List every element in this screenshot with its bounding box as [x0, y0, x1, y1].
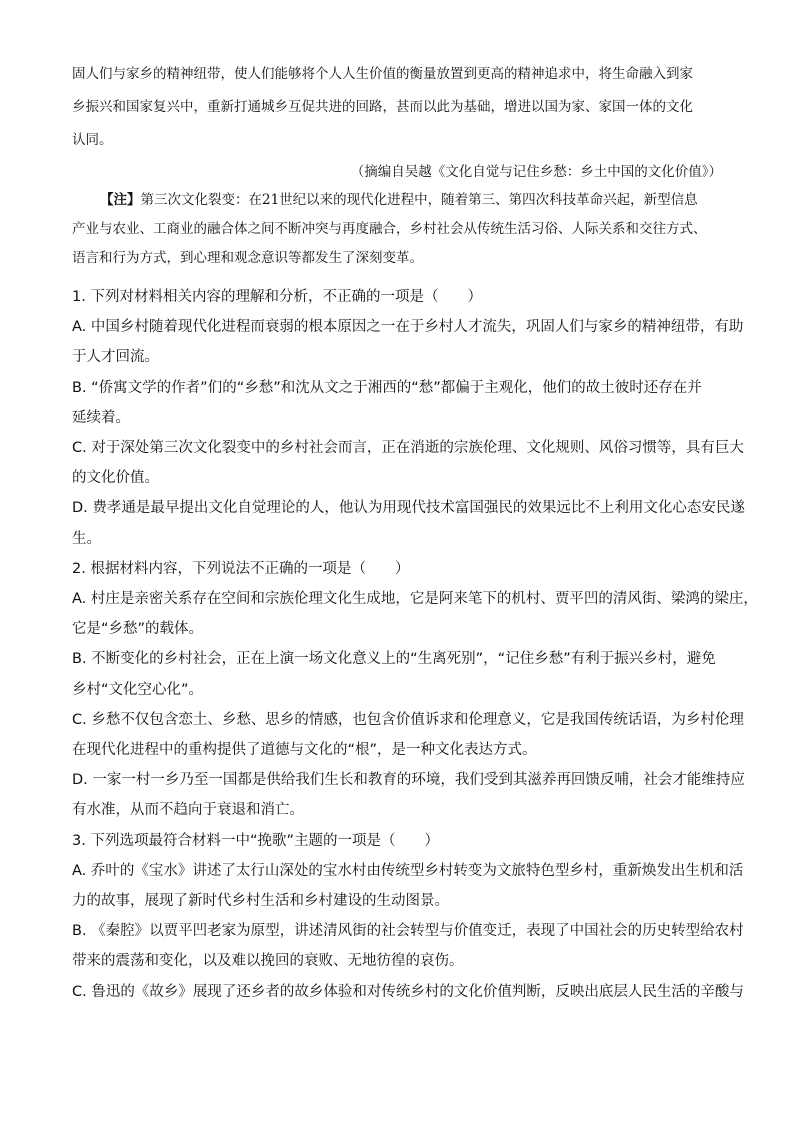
note-line: 语言和行为方式，到心理和观念意识等都发生了深刻变革。	[72, 250, 423, 266]
note-line	[72, 186, 732, 215]
note-text: 第三次文化裂变：在21世纪以来的现代化进程中，随着第三、第四次科技革命兴起，新型信息	[140, 192, 698, 208]
option-a[interactable]: A. 村庄是亲密关系存在空间和宗族伦理文化生成地，它是阿来笔下的机村、贾平凹的清风街、梁鸿的梁庄， 它是“乡愁”的载体。	[72, 591, 758, 638]
question-stem: 1. 下列对材料相关内容的理解和分析，不正确的一项是（ ）	[72, 289, 482, 305]
question-1	[72, 282, 745, 554]
option-c[interactable]: C. 乡愁不仅包含恋土、乡愁、思乡的情感，也包含价值诉求和伦理意义，它是我国传统话语，为乡村伦理 在现代化进程中的重构提供了道德与文化的“根”，是一种文化表达方式。	[72, 711, 744, 759]
option-b[interactable]: B. 不断变化的乡村社会，正在上演一场文化意义上的“生离死别”，“记住乡愁”有利于振兴乡村，避免 乡村“文化空心化”。	[72, 651, 716, 698]
option-a[interactable]: A. 中国乡村随着现代化进程而衰弱的根本原因之一在于乡村人才流失，巩固人们与家乡的精神纽带，有助 于人才回流。	[72, 319, 744, 366]
material-line: 乡振兴和国家复兴中，重新打通城乡互促共进的回路，甚而以此为基础，增进以国为家、家国一体的文化	[72, 99, 693, 115]
option-d[interactable]: D. 费孝通是最早提出文化自觉理论的人，他认为用现代技术富国强民的效果远比不上利用文化心态安民遂 生。	[72, 500, 745, 547]
option-d[interactable]: D. 一家一村一乡乃至一国都是供给我们生长和教育的环境，我们受到其滋养再回馈反哺，社会才能维持应 有水准，从而不趋向于衰退和消亡。	[72, 772, 745, 819]
material-tail-paragraph	[72, 58, 732, 157]
material-source: （摘编自吴越《文化自觉与记住乡愁：乡土中国的文化价值》）	[350, 164, 722, 180]
question-stem: 3. 下列选项最符合材料一中“挽歌”主题的一项是（ ）	[72, 832, 439, 849]
question-stem: 2. 根据材料内容，下列说法不正确的一项是（ ）	[72, 560, 410, 577]
note-paragraph	[72, 186, 732, 273]
question-2	[72, 554, 758, 826]
questions-section	[72, 282, 758, 1007]
question-3	[72, 826, 744, 1007]
material-line: 固人们与家乡的精神纽带，使人们能够将个人人生价值的衡量放置到更高的精神追求中，将生命融入到家	[72, 66, 693, 82]
option-c[interactable]: C. 鲁迅的《故乡》展现了还乡者的故乡体验和对传统乡村的文化价值判断，反映出底层人民生活的辛酸与	[72, 983, 744, 1000]
option-c[interactable]: C. 对于深处第三次文化裂变中的乡村社会而言，正在消逝的宗族伦理、文化规则、风俗习惯等，具有巨大 的文化价值。	[72, 440, 744, 487]
material-line: 认同。	[72, 132, 113, 148]
note-line: 产业与农业、工商业的融合体之间不断冲突与再度融合，乡村社会从传统生活习俗、人际关系和交往方式、	[72, 221, 707, 237]
option-a[interactable]: A. 乔叶的《宝水》讲述了太行山深处的宝水村由传统型乡村转变为文旅特色型乡村，重新焕发出生机和活 力的故事，展现了新时代乡村生活和乡村建设的生动图景。	[72, 862, 744, 910]
option-b[interactable]: B. “侨寓文学的作者”们的“乡愁”和沈从文之于湘西的“愁”都偏于主观化，他们的故土彼时还存在并 延续着。	[72, 379, 702, 426]
option-b[interactable]: B. 《秦腔》以贾平凹老家为原型，讲述清风街的社会转型与价值变迁，表现了中国社会的历史转型给农村 带来的震荡和变化，以及难以挽回的衰败、无地彷徨的哀伤。	[72, 923, 744, 970]
note-label: 【注】	[100, 192, 141, 208]
